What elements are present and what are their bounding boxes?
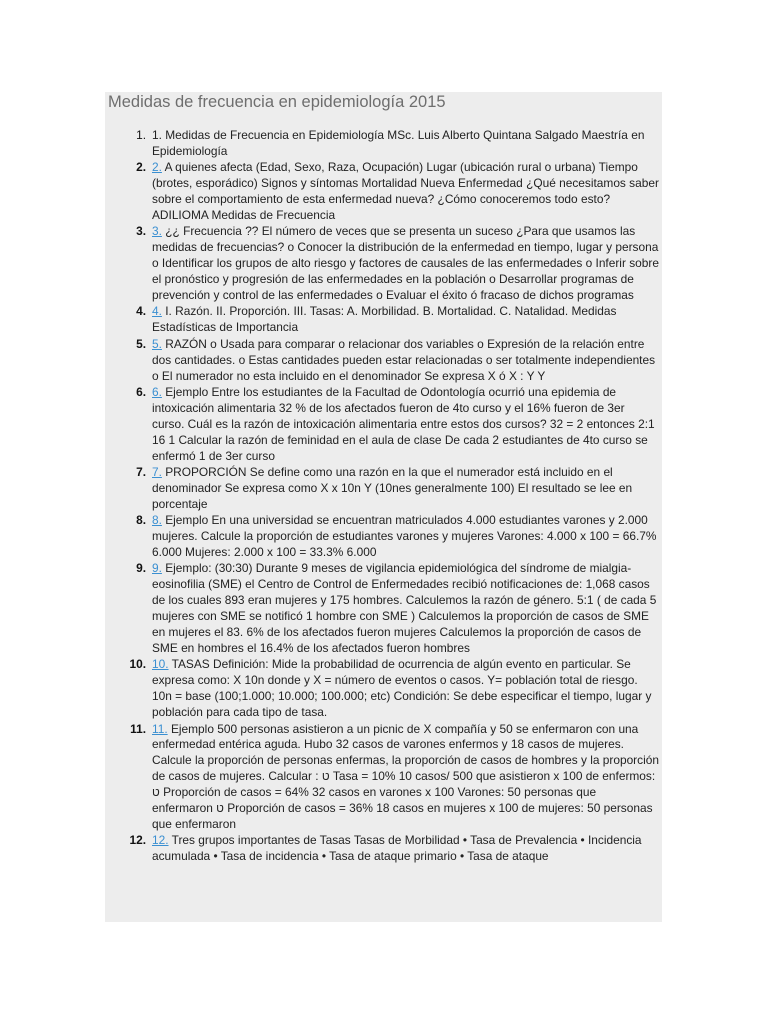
item-link[interactable]: 6. bbox=[152, 385, 162, 399]
item-text: 1. Medidas de Frecuencia en Epidemiología MSc. Luis Alberto Quintana Salgado Maestría en Epidemiología bbox=[152, 128, 645, 158]
item-text: RAZÓN o Usada para comparar o relacionar dos variables o Expresión de la relación entre dos cantidades. o Estas cantidades pueden estar relacionadas o ser totalmente independientes o El numerador no esta incluido en el denominador Se expresa X ó X : Y Y bbox=[152, 336, 656, 383]
item-number: 6. bbox=[136, 385, 146, 399]
item-number: 10. bbox=[129, 657, 146, 672]
item-number: 11. bbox=[130, 721, 146, 736]
list-item bbox=[118, 833, 660, 865]
item-text: ¿¿ Frecuencia ?? El número de veces que se presenta un suceso ¿Para que usamos las medidas de frecuencias? o Conocer la distribución de la enfermedad en tiempo, lugar y persona o Identificar los grupos de alto riesgo y factores de causales de las enfermedades o Inferir sobre el pronóstico y progresión de las enfermedades en la población o Desarrollar programas de prevención y control de las enfermedades o Evaluar el éxito ó fracaso de dichos programas bbox=[152, 224, 659, 303]
list-item bbox=[118, 337, 660, 385]
item-link[interactable]: 11. bbox=[152, 721, 168, 736]
list-item bbox=[118, 304, 660, 336]
list-item bbox=[118, 128, 660, 160]
item-text: I. Razón. II. Proporción. III. Tasas: A. Morbilidad. B. Mortalidad. C. Natalidad. Medidas Estadísticas de Importancia bbox=[152, 304, 617, 335]
item-number: 12. bbox=[129, 833, 146, 848]
list-item bbox=[118, 465, 660, 513]
item-text: PROPORCIÓN Se define como una razón en la que el numerador está incluido en el denominador Se expresa como X x 10n Y (10nes generalmente 100) El resultado se lee en porcentaje bbox=[152, 465, 633, 511]
item-link[interactable]: 7. bbox=[152, 465, 162, 480]
item-link[interactable]: 2. bbox=[152, 160, 162, 175]
item-number: 8. bbox=[136, 513, 146, 528]
item-link[interactable]: 8. bbox=[152, 513, 162, 528]
item-text: TASAS Definición: Mide la probabilidad de ocurrencia de algún evento en particular. Se expresa como: X 10n donde y X = número de eventos o casos. Y= población total de riesgo. 10n = base (100;1.000; 10.000; 100.000; etc) Condición: Se debe especificar el tiempo, lugar y población para cada tipo de tasa. bbox=[152, 657, 652, 720]
list-item bbox=[118, 224, 660, 304]
item-number: 3. bbox=[136, 224, 146, 239]
item-text: Ejemplo Entre los estudiantes de la Facultad de Odontología ocurrió una epidemia de intoxicación alimentaria 32 % de los afectados fueron de 4to curso y el 16% fueron de 3er curso. Cuál es la razón de intoxicación alimentaria entre estos dos cursos? 32 = 2 entonces 2:1 16 1 Calcular la razón de feminidad en el aula de clase De cada 2 estudiantes de 4to curso se enfermó 1 de 3er curso bbox=[152, 385, 655, 463]
list-item bbox=[118, 160, 660, 224]
list-item bbox=[118, 385, 660, 465]
item-link[interactable]: 3. bbox=[152, 224, 162, 239]
item-text: Ejemplo En una universidad se encuentran matriculados 4.000 estudiantes varones y 2.000 mujeres. Calcule la proporción de estudiantes varones y mujeres Varones: 4.000 x 100 = 66.7% 6.000 Mujeres: 2.000 x 100 = 33.3% 6.000 bbox=[152, 513, 657, 560]
item-text: Ejemplo: (30:30) Durante 9 meses de vigilancia epidemiológica del síndrome de mialgia-eosinofilia (SME) el Centro de Control de Enfermedades recibió notificaciones de: 1,068 casos de los cuales 893 eran mujeres y 175 hombres. Calculemos la razón de género. 5:1 ( de cada 5 mujeres con SME se notificó 1 hombre con SME ) Calculemos la proporción de casos de SME en mujeres el 83. 6% de los afectados fueron mujeres Calculemos la proporción de casos de SME en hombres el 16.4% de los afectados fueron hombres bbox=[152, 561, 657, 655]
list-item bbox=[118, 561, 660, 656]
item-link[interactable]: 4. bbox=[152, 304, 162, 319]
item-link[interactable]: 9. bbox=[152, 561, 162, 576]
item-link[interactable]: 10. bbox=[152, 657, 169, 672]
item-link[interactable]: 5. bbox=[152, 336, 162, 351]
item-text: Ejemplo 500 personas asistieron a un picnic de X compañía y 50 se enfermaron con una enfermedad entérica aguda. Hubo 32 casos de varones enfermos y 18 casos de mujeres. Calcule la proporción de personas enfermas, la proporción de casos de hombres y la proporción de casos de mujeres. Calcular : ט Tasa = 10% 10 casos/ 500 que asistieron x 100 de enfermos: ט Proporción de casos = 64% 32 casos en varones x 100 Varones: 50 personas que enfermaron ט Proporción de casos = 36% 18 casos en mujeres x 100 de mujeres: 50 personas que enfermaron bbox=[152, 721, 659, 831]
item-number: 9. bbox=[136, 561, 146, 576]
list-item bbox=[118, 657, 660, 721]
item-number: 4. bbox=[136, 304, 146, 319]
list-item bbox=[118, 513, 660, 561]
item-number: 7. bbox=[136, 465, 146, 480]
item-link[interactable]: 12. bbox=[152, 833, 169, 848]
item-number: 1. bbox=[136, 128, 146, 142]
item-number: 2. bbox=[136, 160, 146, 175]
list-item bbox=[118, 722, 660, 833]
slide-list bbox=[118, 128, 660, 866]
item-number: 5. bbox=[136, 336, 146, 351]
item-text: A quienes afecta (Edad, Sexo, Raza, Ocupación) Lugar (ubicación rural o urbana) Tiempo (brotes, esporádico) Signos y síntomas Mortalidad Nueva Enfermedad ¿Qué necesitamos saber sobre el comportamiento de esta enfermedad nueva? ¿Cómo conoceremos todo esto? ADILIOMA Medidas de Frecuencia bbox=[152, 160, 659, 223]
item-text: Tres grupos importantes de Tasas Tasas de Morbilidad • Tasa de Prevalencia • Incidencia acumulada • Tasa de incidencia • Tasa de ataque primario • Tasa de ataque bbox=[152, 833, 642, 864]
document-title: Medidas de frecuencia en epidemiología 2015 bbox=[108, 93, 446, 111]
